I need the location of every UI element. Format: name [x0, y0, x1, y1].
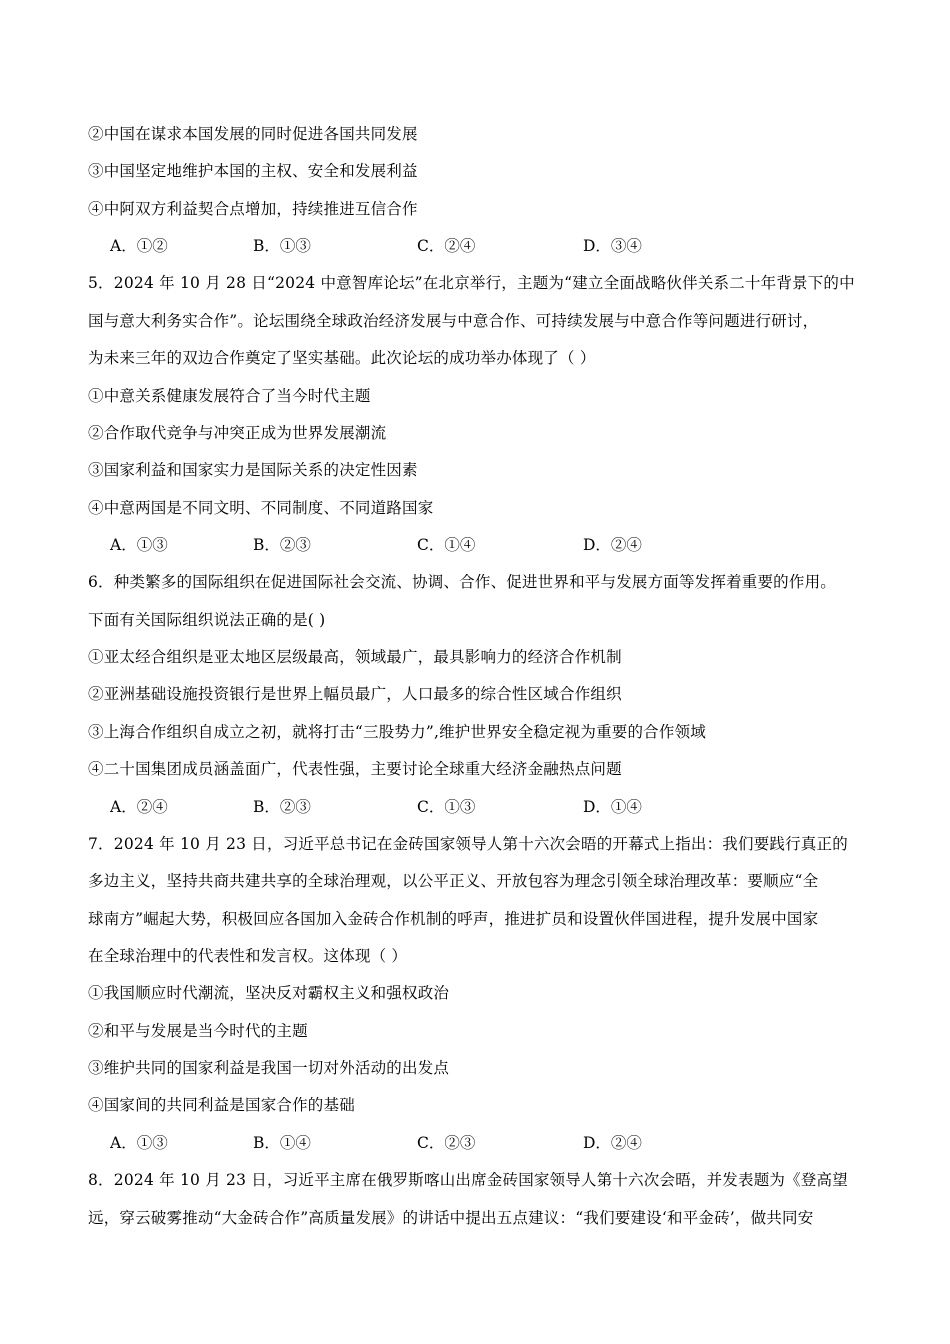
- q5-option-d: D．②④: [583, 536, 642, 554]
- q5-stem-line-1: 5．2024 年 10 月 28 日“2024 中意智库论坛”在北京举行，主题为“建立全面战略伙伴关系二十年背景下的中: [88, 274, 855, 292]
- q7-stem-line-1: 7．2024 年 10 月 23 日，习近平总书记在金砖国家领导人第十六次会晤的开幕式上指出：我们要践行真正的: [88, 835, 848, 853]
- q6-stem-line-1: 6．种类繁多的国际组织在促进国际社会交流、协调、合作、促进世界和平与发展方面等发挥着重要的作用。: [88, 573, 836, 591]
- q8-stem-line-1: 8．2024 年 10 月 23 日，习近平主席在俄罗斯喀山出席金砖国家领导人第十六次会晤，并发表题为《登高望: [88, 1171, 848, 1189]
- q5-stem-line-3: 为未来三年的双边合作奠定了坚实基础。此次论坛的成功举办体现了（ ）: [88, 349, 596, 367]
- q5-item-2: ②合作取代竞争与冲突正成为世界发展潮流: [88, 424, 387, 442]
- q6-item-3: ③上海合作组织自成立之初，就将打击“三股势力”,维护世界安全稳定视为重要的合作领域: [88, 723, 706, 741]
- q7-item-1: ①我国顺应时代潮流，坚决反对霸权主义和强权政治: [88, 984, 450, 1002]
- q5-item-4: ④中意两国是不同文明、不同制度、不同道路国家: [88, 499, 434, 517]
- q6-option-b: B．②③: [253, 798, 311, 816]
- q5-stem-line-2: 国与意大利务实合作”。论坛围绕全球政治经济发展与中意合作、可持续发展与中意合作等问题进行研讨，: [88, 312, 819, 330]
- q6-item-4: ④二十国集团成员涵盖面广，代表性强，主要讨论全球重大经济金融热点问题: [88, 760, 622, 778]
- q6-stem-line-2: 下面有关国际组织说法正确的是( ): [88, 611, 326, 629]
- q8-stem-line-2: 远，穿云破雾推动“大金砖合作”高质量发展》的讲话中提出五点建议：“我们要建设‘和平金砖’，做共同安: [88, 1209, 814, 1227]
- q7-item-4: ④国家间的共同利益是国家合作的基础: [88, 1096, 355, 1114]
- q7-stem-line-2: 多边主义，坚持共商共建共享的全球治理观，以公平正义、开放包容为理念引领全球治理改革：要顺应“全: [88, 872, 819, 890]
- q7-option-a: A．①③: [110, 1134, 168, 1152]
- q4-item-2: ②中国在谋求本国发展的同时促进各国共同发展: [88, 125, 418, 143]
- q7-options: [110, 1133, 810, 1153]
- q7-stem-line-4: 在全球治理中的代表性和发言权。这体现（ ）: [88, 947, 408, 965]
- q6-item-1: ①亚太经合组织是亚太地区层级最高，领域最广，最具影响力的经济合作机制: [88, 648, 622, 666]
- q6-option-d: D．①④: [583, 798, 642, 816]
- q4-options: [110, 236, 810, 256]
- q6-item-2: ②亚洲基础设施投资银行是世界上幅员最广，人口最多的综合性区域合作组织: [88, 685, 622, 703]
- q7-option-b: B．①④: [253, 1134, 311, 1152]
- q5-option-b: B．②③: [253, 536, 311, 554]
- q5-item-3: ③国家利益和国家实力是国际关系的决定性因素: [88, 461, 418, 479]
- q4-option-d: D．③④: [583, 237, 642, 255]
- q7-item-2: ②和平与发展是当今时代的主题: [88, 1022, 308, 1040]
- q6-options: [110, 797, 810, 817]
- q4-option-c: C．②④: [417, 237, 476, 255]
- q4-item-4: ④中阿双方利益契合点增加，持续推进互信合作: [88, 200, 418, 218]
- q6-option-c: C．①③: [417, 798, 476, 816]
- q7-stem-line-3: 球南方”崛起大势，积极回应各国加入金砖合作机制的呼声，推进扩员和设置伙伴国进程，提升发展中国家: [88, 910, 819, 928]
- q7-option-c: C．②③: [417, 1134, 476, 1152]
- q7-item-3: ③维护共同的国家利益是我国一切对外活动的出发点: [88, 1059, 450, 1077]
- q6-option-a: A．②④: [110, 798, 168, 816]
- q5-option-c: C．①④: [417, 536, 476, 554]
- q5-options: [110, 535, 810, 555]
- q4-option-a: A．①②: [110, 237, 168, 255]
- q5-item-1: ①中意关系健康发展符合了当今时代主题: [88, 387, 371, 405]
- q4-item-3: ③中国坚定地维护本国的主权、安全和发展利益: [88, 162, 418, 180]
- q7-option-d: D．②④: [583, 1134, 642, 1152]
- q4-option-b: B．①③: [253, 237, 311, 255]
- q5-option-a: A．①③: [110, 536, 168, 554]
